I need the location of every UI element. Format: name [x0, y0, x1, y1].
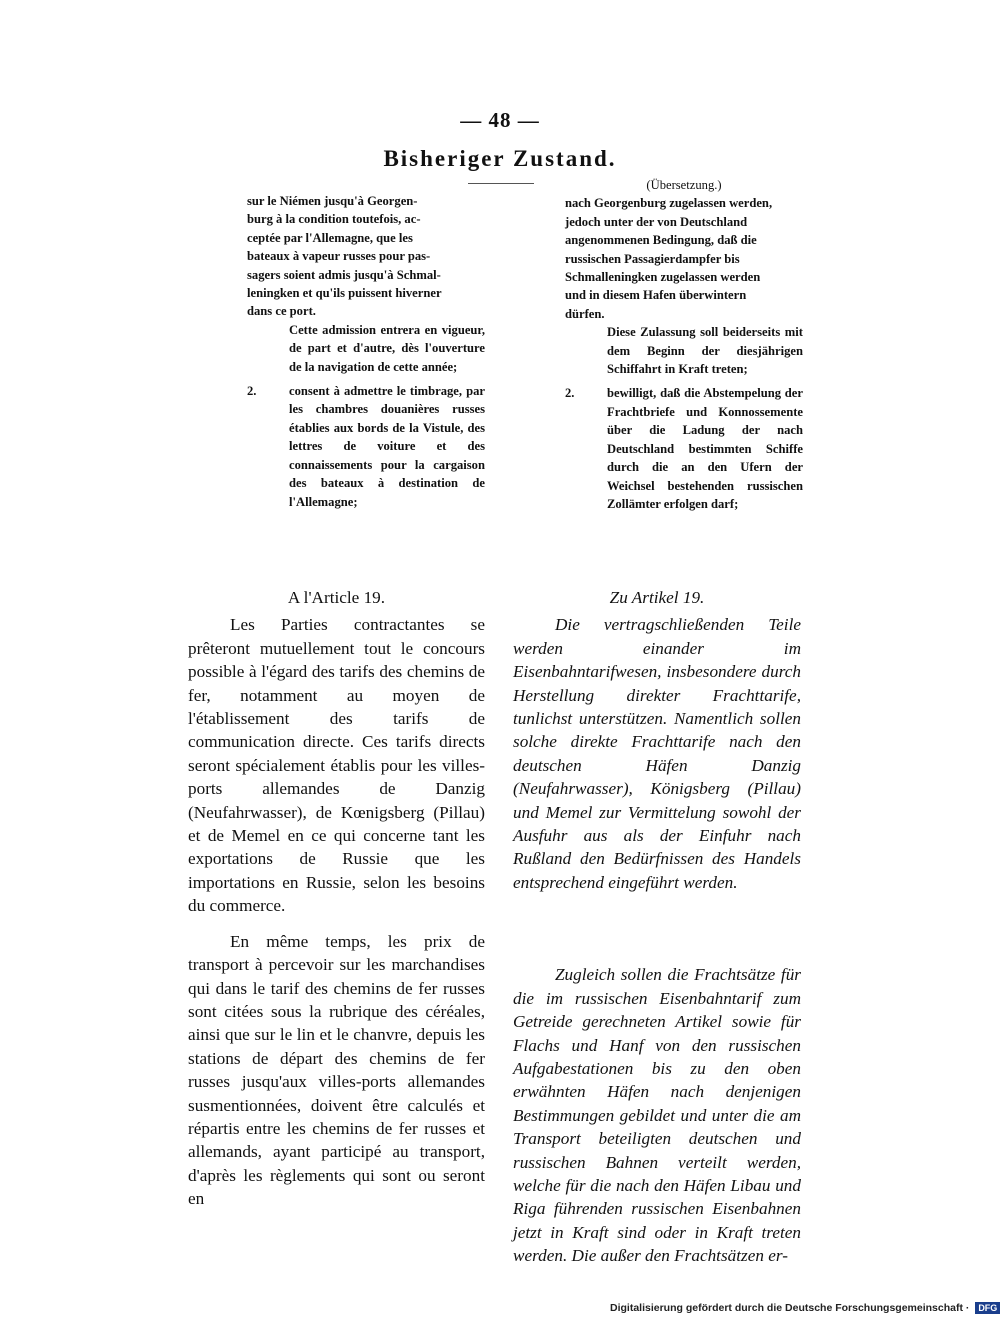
- french-article-title: A l'Article 19.: [287, 588, 386, 607]
- text-line: Schmalleningken zugelassen werden: [565, 270, 761, 285]
- text-line: sur le Niémen jusqu'à Georgen-: [247, 194, 418, 208]
- french-paragraph-1: Les Parties contractantes se prêteront mutuellement tout le concours possible à l'égard des tarifs des chemins de fer, notamment au moyen de l'établissement des tarifs de communication directe. Ces tarifs directs seront spécialement établis pour les villes-ports allemandes de Danzig (Neufahrwasser), de Kœnigsberg (Pillau) et de Memel en ce qui concerne tant les exportations de Russie que les importations en Russie, selon les besoins du commerce.: [188, 615, 485, 916]
- item-number: 2.: [247, 384, 257, 399]
- text-line: angenommenen Bedingung, daß die: [565, 233, 757, 248]
- french-top-column: [247, 192, 485, 511]
- french-continuation: [247, 192, 485, 321]
- french-paragraph-2: En même temps, les prix de transport à percevoir sur les marchandises qui dans le tarif des chemins de fer russes sont citées sous la rubrique des céréales, ainsi que sur le lin et le chanvre, depuis les stations de départ des chemins de fer russes jusqu'aux villes-ports allemandes susmentionnées, doivent être calculés et répartis entre les chemins de fer russes et allemands, ayant participé au transport, d'après les règlements qui sont ou seront en: [188, 931, 485, 1209]
- german-article-19: [513, 586, 801, 1268]
- item-number: 2.: [565, 386, 575, 401]
- page-number: — 48 —: [460, 108, 540, 132]
- text-line: russischen Passagierdampfer bis: [565, 251, 740, 266]
- german-paragraph-2: Zugleich sollen die Frachtsätze für die im russischen Eisenbahntarif zum Getreide gerechneten Artikel sowie für Flachs und Hanf von den russischen Aufgabestationen bis zu den oben erwähnten Häfen nach denjenigen Bestimmungen gebildet und unter die am Transport beteiligten deutschen und russischen Bahnen verteilt werden, welche für die nach den Häfen Libau und Riga führenden russischen Eisenbahnen jetzt in Kraft sind oder in Kraft treten werden. Die außer den Frachtsätzen er-: [513, 965, 801, 1266]
- dfg-logo: DFG: [975, 1302, 1000, 1314]
- footer-credit: [610, 1302, 1000, 1314]
- text-line: burg à la condition toutefois, ac-: [247, 212, 421, 227]
- german-continuation: [565, 194, 803, 323]
- text-line: und in diesem Hafen überwintern: [565, 288, 747, 303]
- heading-rule: [468, 183, 534, 184]
- german-article-title: Zu Artikel 19.: [609, 588, 705, 607]
- text-line: ceptée par l'Allemagne, que les: [247, 230, 413, 245]
- text-line: bateaux à vapeur russes pour pas-: [247, 249, 431, 264]
- german-top-column: [565, 176, 803, 513]
- german-item-2: [565, 384, 803, 513]
- german-admission-paragraph: Diese Zulassung soll beiderseits mit dem Beginn der diesjährigen Schiffahrt in Kraft treten;: [607, 325, 803, 377]
- text-line: jedoch unter der von Deutschland: [565, 214, 748, 229]
- section-heading: Bisheriger Zustand.: [383, 146, 617, 171]
- item-text: bewilligt, daß die Abstempelung der Frachtbriefe und Konnossemente über die Ladung der nach Deutschland bestimmten Schiffe durch die an den Ufern der Weichsel bestehenden russischen Zollämter erfolgen darf;: [607, 386, 803, 511]
- french-article-19: [188, 586, 485, 1211]
- text-line: dürfen.: [565, 306, 605, 321]
- credit-text: Digitalisierung gefördert durch die Deutsche Forschungsgemeinschaft ·: [610, 1302, 970, 1314]
- text-line: sagers soient admis jusqu'à Schmal-: [247, 267, 441, 282]
- german-paragraph-1: Die vertragschließenden Teile werden einander im Eisenbahntarifwesen, insbesondere durch Herstellung direkter Frachttarife, tunlichst unterstützen. Namentlich sollen solche direkte Frachttarife nach den deutschen Häfen Danzig (Neufahrwasser), Königsberg (Pillau) und Memel zur Vermittelung sowohl der Ausfuhr aus als der Einfuhr nach Rußland den Bedürfnissen des Handels entsprechend eingeführt werden.: [513, 615, 801, 892]
- translation-note: (Übersetzung.): [646, 178, 722, 192]
- item-text: consent à admettre le timbrage, par les chambres douanières russes établies aux bords de la Vistule, des lettres de voiture et des connaissements pour la cargaison des bateaux à destination de l'Allemagne;: [289, 384, 485, 509]
- text-line: leningken et qu'ils puissent hiverner: [247, 286, 442, 301]
- french-item-2: [247, 382, 485, 511]
- french-admission-paragraph: Cette admission entrera en vigueur, de part et d'autre, dès l'ouverture de la navigation de cette année;: [289, 322, 485, 374]
- text-line: nach Georgenburg zugelassen werden,: [565, 196, 773, 211]
- text-line: dans ce port.: [247, 304, 316, 319]
